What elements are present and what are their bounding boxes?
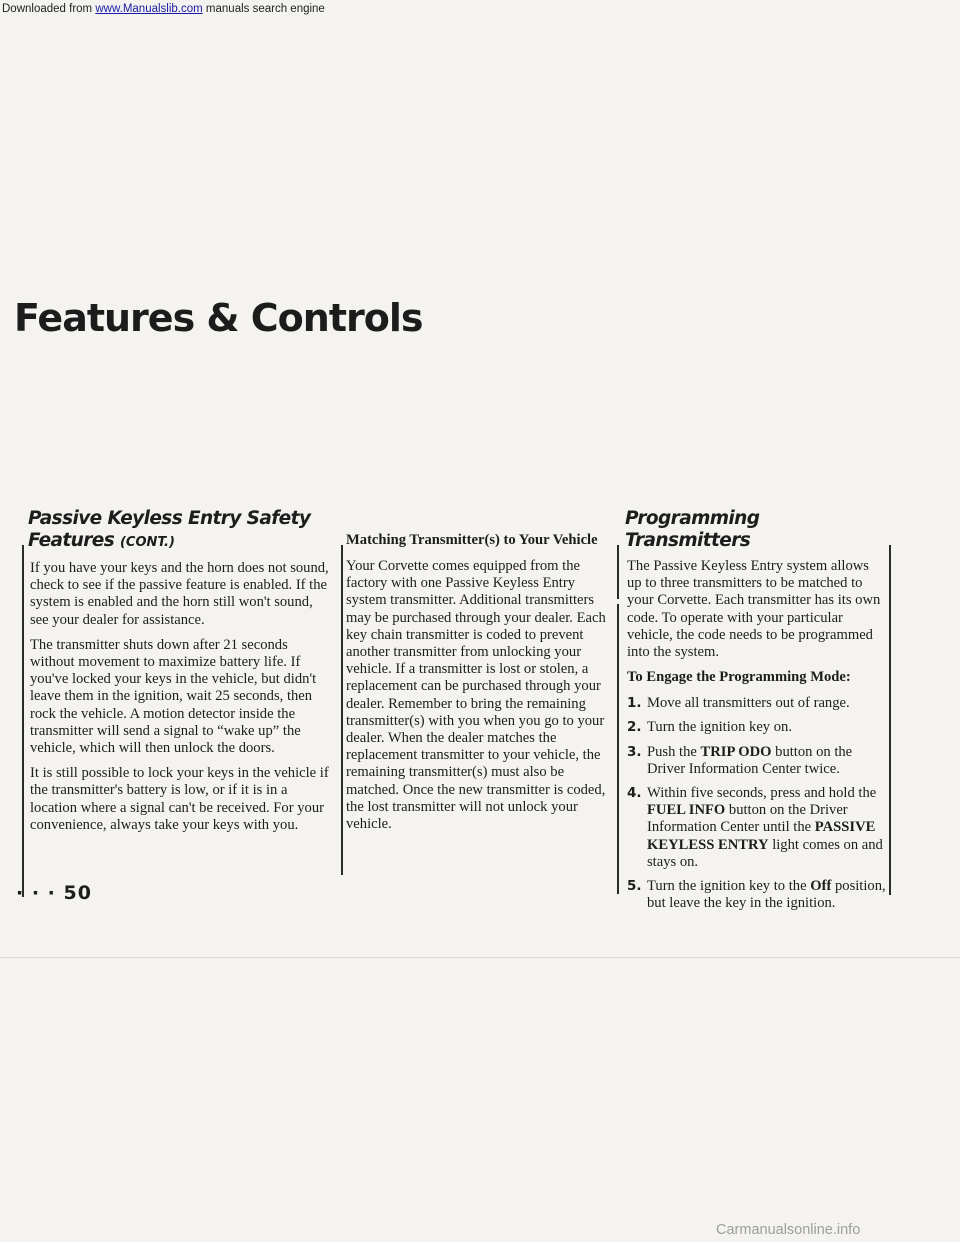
paragraph: The transmitter shuts down after 21 seconds without movement to maximize battery life. If you've locked your keys in the vehicle, but didn't leave them in the ignition, wait 25 seconds, then rock the vehicle. A motion detector inside the transmitter will send a signal to “wake up” the vehicle, which will then unlock the doors. (30, 636, 317, 757)
light-name-passive-keyless-entry: PASSIVE KEYLESS ENTRY (647, 819, 876, 853)
paragraph: Your Corvette comes equipped from the factory with one Passive Keyless Entry system transmitter. Additional transmitters may be purchased through your dealer. Each key chain transmitter is coded to prevent another transmitter from unlocking your vehicle. If a transmitter is lost or stolen, a replacement can be purchased through your dealer. Remember to bring the remaining transmitter(s) with you when you go to your dealer. When the dealer matches the replacement transmitter to your vehicle, the remaining transmitter(s) must also be matched. Once the new transmitter is coded, the lost transmitter will not unlock your vehicle. (346, 558, 606, 833)
banner-prefix: Downloaded from (2, 3, 93, 15)
step-item: 1. Move all transmitters out of range. (627, 695, 850, 712)
button-name-trip-odo: TRIP ODO (700, 743, 772, 760)
paragraph: If you have your keys and the horn does not sound, check to see if the passive feature is enabled. If the system is enabled and the horn still won't sound, see your dealer for assistance. (30, 560, 329, 628)
section-heading-matching: Matching Transmitter(s) to Your Vehicle (346, 532, 598, 548)
subheading-engage: To Engage the Programming Mode: (627, 669, 851, 686)
paragraph: It is still possible to lock your keys in the vehicle if the transmitter's battery is low, or if it is in a location where a signal can't be received. For your convenience, always take your keys with you. (30, 765, 329, 833)
step-item: 3. Push the TRIP ODO button on the Driver Information Center twice. (627, 743, 853, 777)
step-item: 4. Within five seconds, press and hold the FUEL INFO button on the Driver Information Center until the PASSIVE KEYLESS ENTRY light comes on and stays on. (627, 785, 883, 870)
page-fold-line (0, 957, 960, 958)
column-programming (627, 508, 887, 919)
section-heading-programming: Programming Transmitters (625, 508, 760, 551)
column-matching-transmitters (346, 532, 608, 841)
manualslib-link[interactable]: www.Manualslib.com (95, 3, 203, 15)
step-item: 2. Turn the ignition key on. (627, 719, 792, 736)
column-safety-features (30, 508, 330, 842)
column-rule-far-right (889, 545, 891, 895)
download-banner (0, 0, 960, 18)
page-number: · · · 50 (16, 882, 92, 904)
column-rule-left (22, 545, 24, 897)
page-header: Features & Controls (14, 296, 423, 340)
column-rule-right-b (617, 604, 619, 894)
section-heading-safety: Passive Keyless Entry Safety Features (CONT.) (28, 508, 311, 551)
continued-label: (CONT.) (119, 535, 175, 550)
step-item: 5. Turn the ignition key to the Off position, but leave the key in the ignition. (627, 878, 886, 912)
position-name-off: Off (810, 878, 832, 895)
column-rule-right-a (617, 545, 619, 599)
steps-list (627, 695, 887, 912)
column-rule-center (341, 545, 343, 875)
footer-watermark: Carmanualsonline.info (716, 1222, 861, 1238)
banner-suffix: manuals search engine (205, 3, 325, 15)
paragraph: The Passive Keyless Entry system allows up to three transmitters to be matched to your Corvette. Each transmitter has its own code. To operate with your particular vehicle, the code needs to be programmed into the system. (627, 558, 881, 661)
button-name-fuel-info: FUEL INFO (647, 802, 726, 819)
page-dots: · · · (16, 882, 64, 904)
